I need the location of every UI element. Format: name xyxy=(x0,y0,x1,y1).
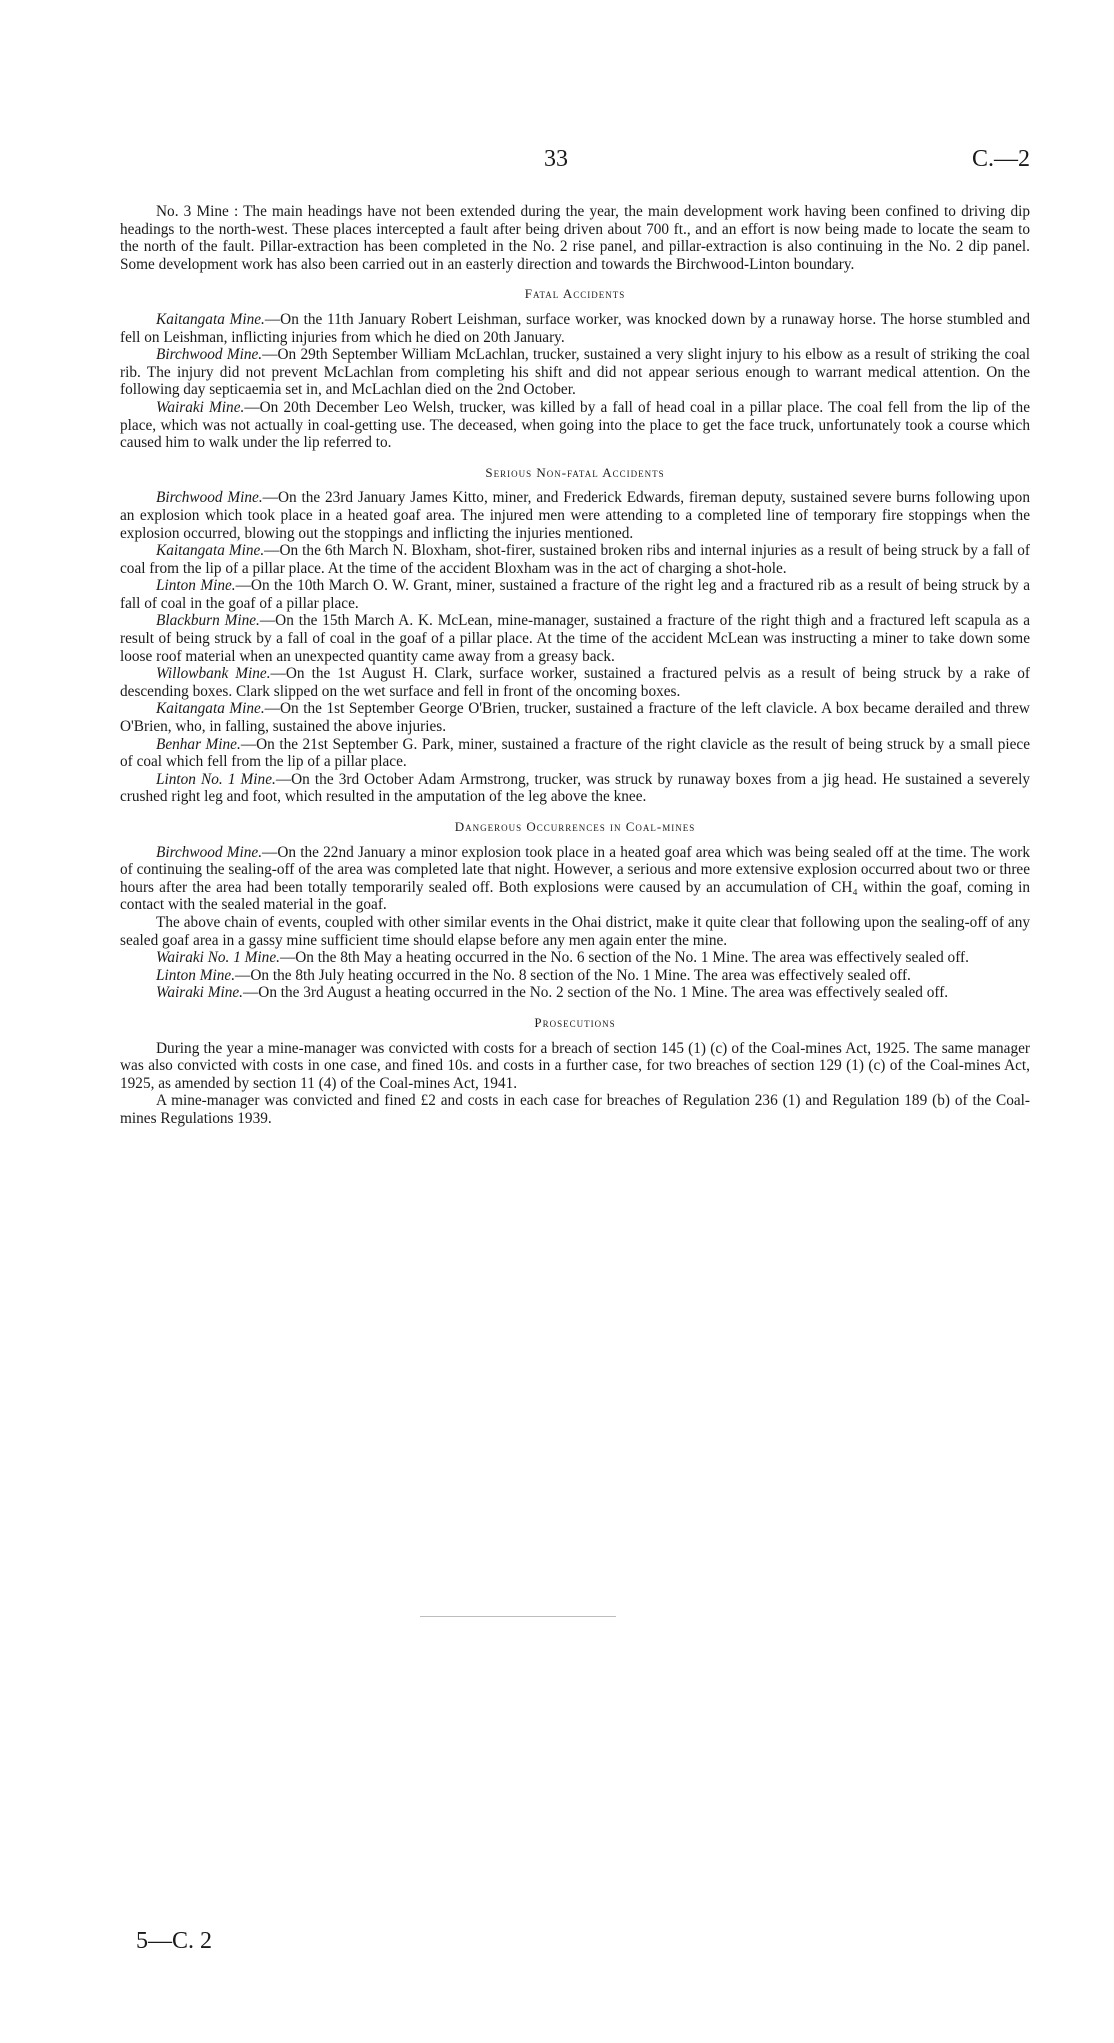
mine-name: Birchwood Mine. xyxy=(156,489,263,507)
section-heading: Dangerous Occurrences in Coal-mines xyxy=(454,819,696,834)
mine-name: Wairaki Mine. xyxy=(156,398,245,416)
section-heading: Fatal Accidents xyxy=(524,286,626,302)
page-footer-signature: 5—C. 2 xyxy=(136,1928,213,1954)
mine-name: Benhar Mine. xyxy=(156,735,241,753)
report-paragraph xyxy=(120,949,1030,967)
paragraph-text: —On the 3rd August a heating occurred in the No. 2 section of the No. 1 Mine. The area was effectively sealed off. xyxy=(242,984,949,1002)
paragraph-text: —On the 15th March A. K. McLean, mine-manager, sustained a fracture of the right thigh and a fractured left scapula as a result of being struck by a fall of coal in the goaf of a pillar place. At the time of the accident McLean was instructing a miner to take down some loose roof material when an unexpected quantity came away from a greasy back. xyxy=(120,612,1030,665)
intro-paragraph: No. 3 Mine : The main headings have not been extended during the year, the main development work having been confined to driving dip headings to the north-west. These places intercepted a fault after being driven about 700 ft., and an effort is now being made to locate the seam to the north of the fault. Pillar-extraction has been completed in the No. 2 rise panel, and pillar-extraction is also continuing in the No. 2 dip panel. Some development work has also been carried out in an easterly direction and towards the Birchwood-Linton boundary. xyxy=(120,203,1030,273)
paragraph-text: —On the 8th May a heating occurred in the No. 6 section of the No. 1 Mine. The area was effectively sealed off. xyxy=(279,949,969,967)
paragraph-text: —On the 8th July heating occurred in the No. 8 section of the No. 1 Mine. The area was effectively sealed off. xyxy=(235,966,911,984)
mine-name: Blackburn Mine. xyxy=(156,612,260,630)
paragraph-text: —On 29th September William McLachlan, trucker, sustained a very slight injury to his elbow as a result of striking the coal rib. The injury did not prevent McLachlan from completing his shift and did not appear serious enough to warrant medical attention. On the following day septicaemia set in, and McLachlan died on the 2nd October. xyxy=(120,346,1030,399)
mine-name: Wairaki Mine. xyxy=(156,984,243,1002)
mine-name: Kaitangata Mine. xyxy=(156,700,265,718)
report-paragraph xyxy=(120,1040,1030,1093)
report-paragraph xyxy=(120,967,1030,985)
mine-name: Wairaki No. 1 Mine. xyxy=(156,949,280,967)
paragraph-text: —On the 1st September George O'Brien, trucker, sustained a fracture of the left clavicle. A box became derailed and threw O'Brien, who, in falling, sustained the above injuries. xyxy=(120,700,1030,736)
report-paragraph xyxy=(120,489,1030,542)
report-paragraph xyxy=(120,771,1030,806)
report-paragraph xyxy=(120,1092,1030,1127)
mine-name: Birchwood Mine. xyxy=(156,843,263,861)
sections-container xyxy=(120,285,1030,1127)
report-paragraph xyxy=(120,984,1030,1002)
paragraph-text: —On the 6th March N. Bloxham, shot-firer, sustained broken ribs and internal injuries as a result of being struck by a fall of coal from the lip of a pillar place. At the time of the accident Bloxham was in the act of charging a shot-hole. xyxy=(120,542,1030,577)
mine-name: Kaitangata Mine. xyxy=(156,542,265,560)
report-paragraph xyxy=(120,914,1030,949)
report-body xyxy=(120,203,1030,1128)
paragraph-text: —On the 1st August H. Clark, surface worker, sustained a fractured pelvis as a result of being struck by a rake of descending boxes. Clark slipped on the wet surface and fell in front of the oncoming boxes. xyxy=(120,665,1030,700)
report-paragraph xyxy=(120,665,1030,700)
mine-name: Birchwood Mine. xyxy=(156,346,263,364)
mine-name: Willowbank Mine. xyxy=(156,665,271,683)
page-number: 33 xyxy=(544,146,568,172)
paragraph-text: —On 20th December Leo Welsh, trucker, was killed by a fall of head coal in a pillar place. The coal fell from the lip of the place, which was not actually in coal-getting use. The deceased, when going into the place to get the face truck, unfortunately took a course which caused him to walk under the lip referred to. xyxy=(120,398,1030,452)
paragraph-text: —On the 11th January Robert Leishman, surface worker, was knocked down by a runaway horse. The horse stumbled and fell on Leishman, inflicting injuries from which he died on 20th January. xyxy=(120,310,1030,346)
paragraph-text: The above chain of events, coupled with other similar events in the Ohai district, make it quite clear that following upon the sealing-off of any sealed goaf area in a gassy mine sufficient time should elapse before any men again enter the mine. xyxy=(120,913,1030,949)
report-paragraph xyxy=(120,612,1030,665)
section-heading: Serious Non-fatal Accidents xyxy=(485,464,665,480)
document-code: C.—2 xyxy=(971,146,1030,172)
paragraph-text: —On the 21st September G. Park, miner, sustained a fracture of the right clavicle as the result of being struck by a small piece of coal which fell from the lip of a pillar place. xyxy=(120,735,1030,771)
mine-name: Kaitangata Mine. xyxy=(156,310,265,328)
mine-name: Linton Mine. xyxy=(156,577,236,595)
paragraph-text: During the year a mine-manager was convicted with costs for a breach of section 145 (1) (c) of the Coal-mines Act, 1925. The same manager was also convicted with costs in one case, and fined 10s. and costs in a further case, for two breaches of section 129 (1) (c) of the Coal-mines Act, 1925, as amended by section 11 (4) of the Coal-mines Act, 1941. xyxy=(120,1039,1030,1092)
paragraph-text: —On the 23rd January James Kitto, miner, and Frederick Edwards, fireman deputy, sustained severe burns following upon an explosion which took place in a heated goaf area. The injured men were attending to a completed line of temporary fire stoppings when the explosion occurred, blowing out the stoppings and inflicting the injuries mentioned. xyxy=(120,489,1030,542)
mine-name: Linton Mine. xyxy=(156,966,236,984)
report-paragraph xyxy=(120,542,1030,577)
section-heading: Prosecutions xyxy=(534,1014,616,1030)
closing-rule xyxy=(420,1616,616,1617)
report-paragraph xyxy=(120,700,1030,735)
report-paragraph xyxy=(120,736,1030,771)
page-header xyxy=(0,146,1114,176)
mine-name: Linton No. 1 Mine. xyxy=(156,770,276,788)
paragraph-text: A mine-manager was convicted and fined £2 and costs in each case for breaches of Regulation 236 (1) and Regulation 189 (b) of the Coal-mines Regulations 1939. xyxy=(120,1092,1030,1127)
report-paragraph xyxy=(120,311,1030,346)
report-paragraph xyxy=(120,346,1030,399)
report-paragraph xyxy=(120,844,1030,914)
paragraph-text: —On the 22nd January a minor explosion took place in a heated goaf area which was being sealed off at the time. The work of continuing the sealing-off of the area was completed late that night. However, a serious and more extensive explosion occurred about two or three hours after the area had been totally temporarily sealed off. Both explosions were caused by an accumulation of CH₄ within the goaf, coming in contact with the sealed material in the goaf. xyxy=(120,843,1030,914)
report-paragraph xyxy=(120,399,1030,452)
paragraph-text: —On the 10th March O. W. Grant, miner, sustained a fracture of the right leg and a fractured rib as a result of being struck by a fall of coal in the goaf of a pillar place. xyxy=(120,577,1030,612)
paragraph-text: —On the 3rd October Adam Armstrong, trucker, was struck by runaway boxes from a jig head. He sustained a severely crushed right leg and foot, which resulted in the amputation of the leg above the knee. xyxy=(120,770,1030,806)
report-paragraph xyxy=(120,577,1030,612)
